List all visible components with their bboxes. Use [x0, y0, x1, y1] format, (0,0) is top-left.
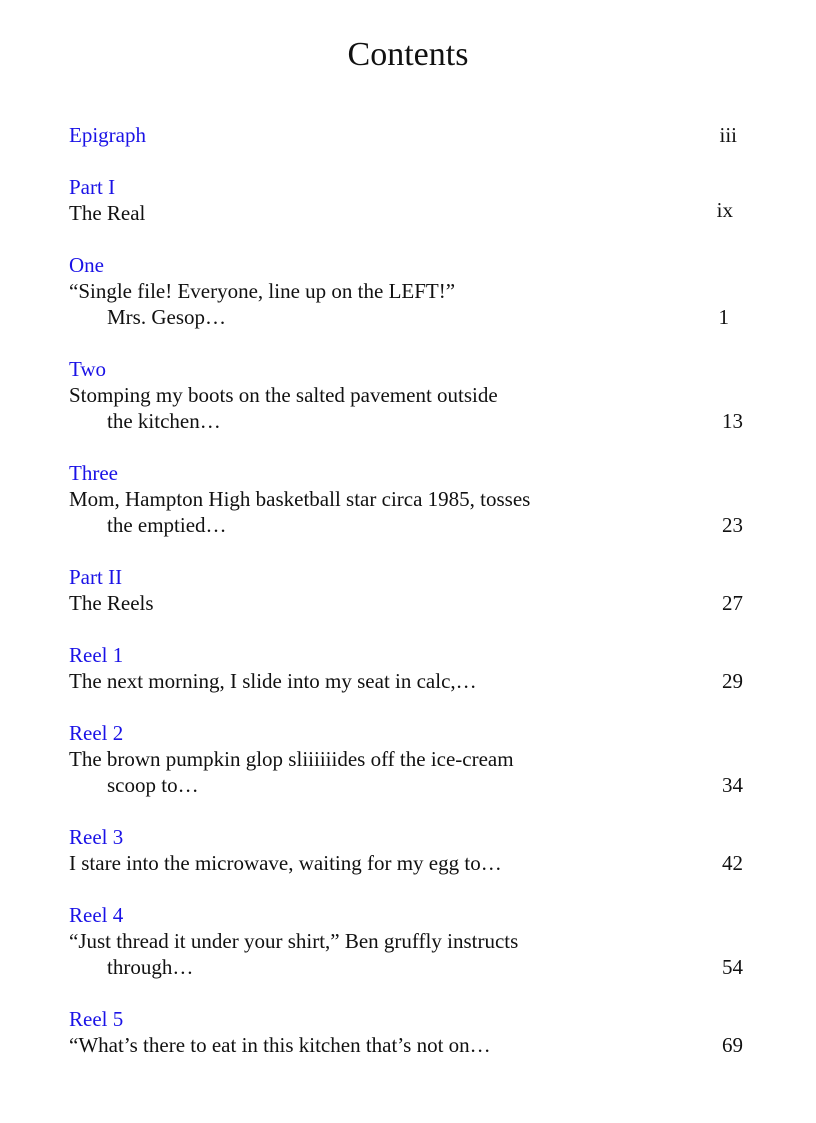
- toc-link-reel-4[interactable]: Reel 4: [69, 903, 124, 927]
- toc-link-part-i[interactable]: Part I: [69, 175, 116, 199]
- toc-link-reel-2[interactable]: Reel 2: [69, 721, 124, 745]
- toc-entry-text-continued: through…: [107, 955, 194, 979]
- toc-link-epigraph[interactable]: Epigraph: [69, 123, 146, 147]
- toc-entry-part-ii: [69, 564, 749, 616]
- toc-entry-reel-3: [69, 824, 749, 876]
- toc-entry-reel-2: [69, 720, 749, 798]
- toc-entry-reel-1: [69, 642, 749, 694]
- toc-entry-text: The next morning, I slide into my seat in calc,…: [69, 669, 477, 693]
- toc-page-number: 1: [718, 305, 729, 329]
- toc-entry-reel-4: [69, 902, 749, 980]
- toc-page-number: ix: [716, 198, 733, 222]
- toc-entry-text: “Single file! Everyone, line up on the LEFT!”: [69, 279, 456, 303]
- toc-entry-reel-5: [69, 1006, 749, 1058]
- toc-entry-text-continued: scoop to…: [107, 773, 199, 797]
- toc-link-reel-1[interactable]: Reel 1: [69, 643, 124, 667]
- toc-link-reel-5[interactable]: Reel 5: [69, 1007, 124, 1031]
- toc-page-number: 27: [722, 591, 743, 615]
- toc-entry-text-continued: the kitchen…: [107, 409, 221, 433]
- toc-entry-text: The Reels: [69, 591, 154, 615]
- toc-link-three[interactable]: Three: [69, 461, 118, 485]
- toc-entry-text: “What’s there to eat in this kitchen that’s not on…: [69, 1033, 491, 1057]
- toc-page-number: 23: [722, 513, 743, 537]
- toc-link-one[interactable]: One: [69, 253, 104, 277]
- toc-entry-text: The Real: [69, 201, 146, 225]
- toc-link-reel-3[interactable]: Reel 3: [69, 825, 124, 849]
- toc-entry-text: “Just thread it under your shirt,” Ben gruffly instructs: [69, 929, 519, 953]
- toc-page-number: 42: [722, 851, 743, 875]
- toc-entry-text-continued: the emptied…: [107, 513, 227, 537]
- toc-page-number: 29: [722, 669, 743, 693]
- toc-page-number: 34: [722, 773, 743, 797]
- toc-entry-part-i: [69, 174, 749, 226]
- toc-link-two[interactable]: Two: [69, 357, 107, 381]
- toc-entry-two: [69, 356, 749, 434]
- toc-entry-one: [69, 252, 749, 330]
- toc-page-number: 69: [722, 1033, 743, 1057]
- toc-entry-text: Stomping my boots on the salted pavement outside: [69, 383, 498, 407]
- toc-entry-epigraph: [69, 122, 749, 148]
- toc-entry-three: [69, 460, 749, 538]
- toc-entry-text: I stare into the microwave, waiting for my egg to…: [69, 851, 502, 875]
- toc-entry-text: Mom, Hampton High basketball star circa 1985, tosses: [69, 487, 531, 511]
- toc-link-part-ii[interactable]: Part II: [69, 565, 123, 589]
- toc-page-number: 13: [722, 409, 743, 433]
- toc-page-number: 54: [722, 955, 743, 979]
- page-title: Contents: [347, 36, 469, 73]
- toc-entry-text-continued: Mrs. Gesop…: [107, 305, 226, 329]
- toc-page-number: iii: [719, 123, 737, 147]
- toc-entry-text: The brown pumpkin glop sliiiiiides off the ice-cream: [69, 747, 514, 771]
